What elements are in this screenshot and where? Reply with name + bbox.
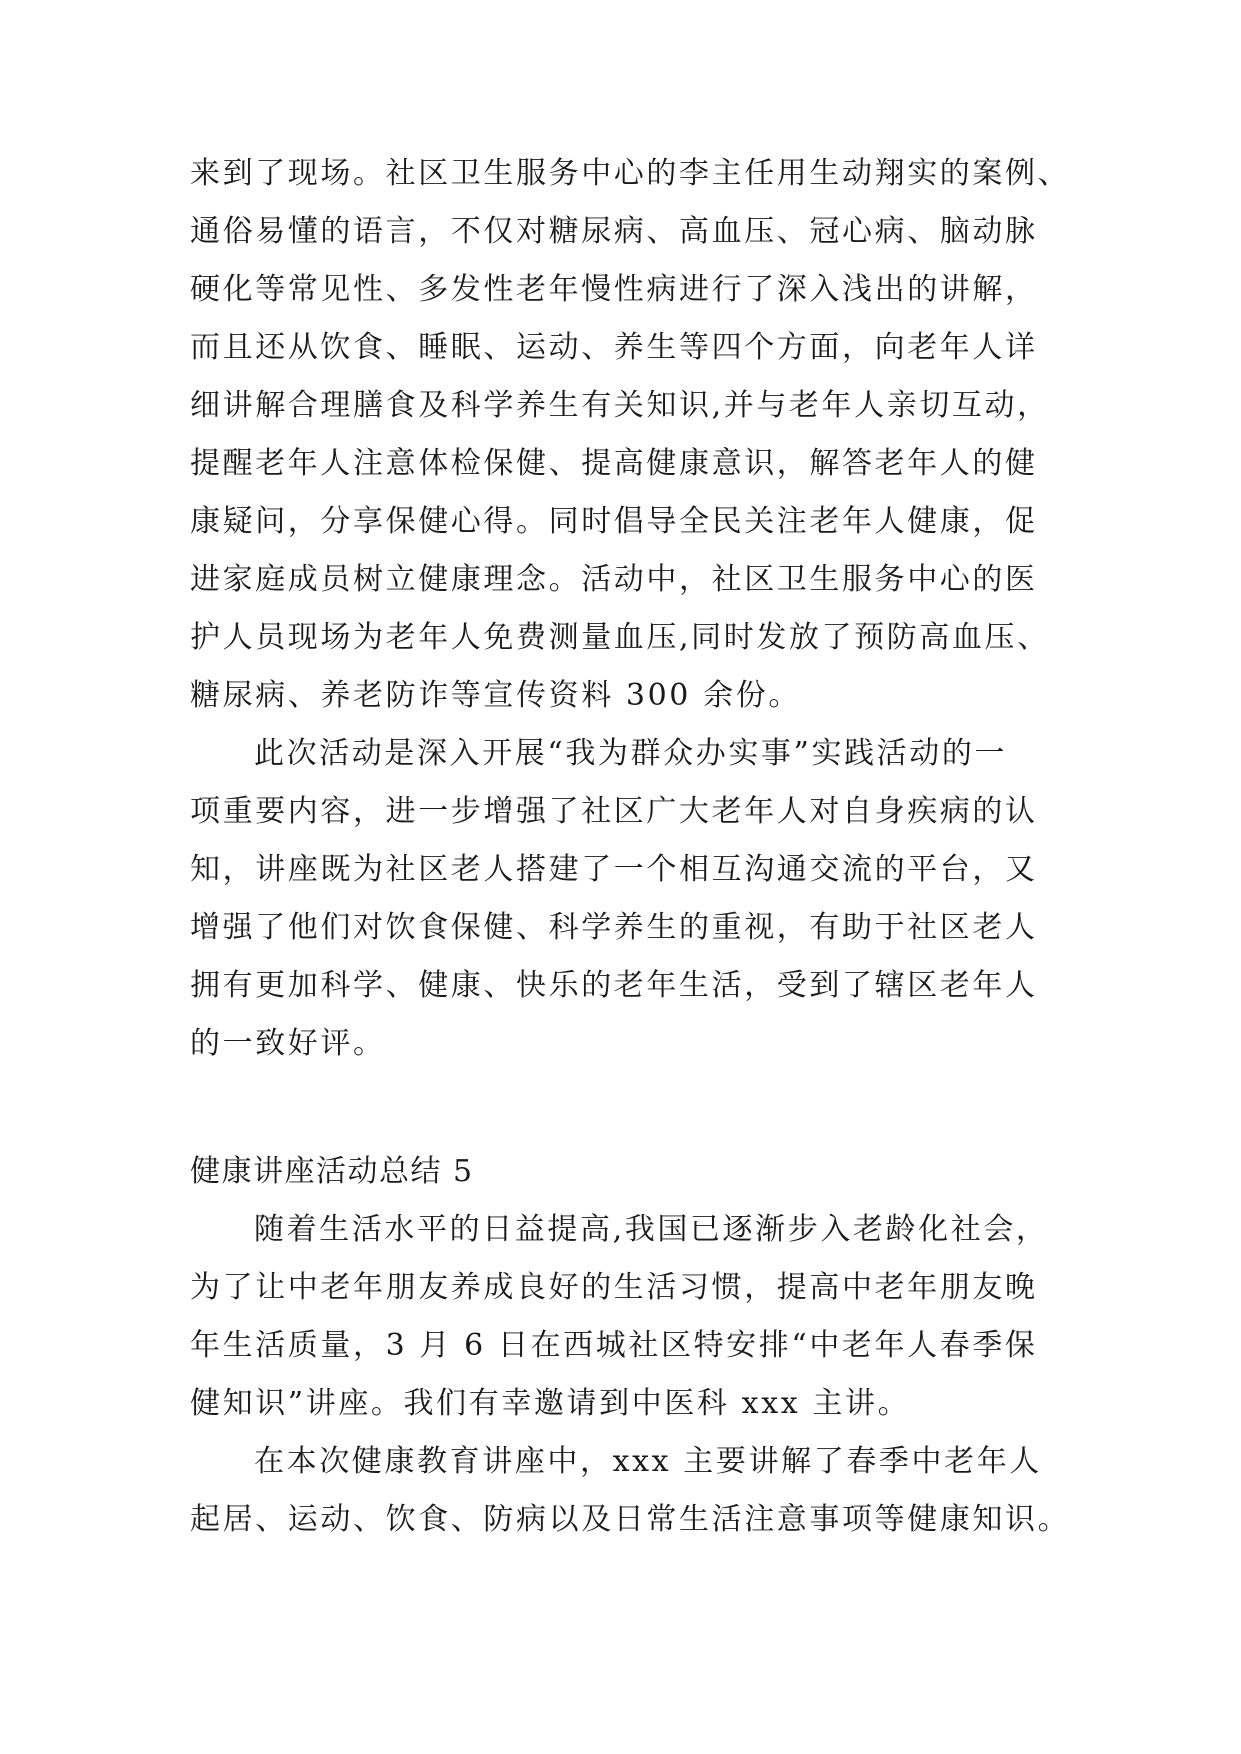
text-line: 起居、运动、饮食、防病以及日常生活注意事项等健康知识。 bbox=[190, 1502, 1071, 1537]
text-line: 进家庭成员树立健康理念。活动中，社区卫生服务中心的医 bbox=[190, 562, 1038, 597]
text-line: 项重要内容，进一步增强了社区广大老年人对自身疾病的认 bbox=[190, 794, 1038, 829]
text-line: 来到了现场。社区卫生服务中心的李主任用生动翔实的案例、 bbox=[190, 156, 1071, 191]
paragraph-lecture-content bbox=[190, 1433, 1090, 1549]
text-line: 硬化等常见性、多发性老年慢性病进行了深入浅出的讲解， bbox=[190, 272, 1038, 307]
text-line: 随着生活水平的日益提高,我国已逐渐步入老龄化社会， bbox=[254, 1212, 1049, 1247]
paragraph-activity-significance bbox=[190, 725, 1090, 1073]
text-line: 年生活质量，3 月 6 日在西城社区特安排“中老年人春季保 bbox=[190, 1328, 1038, 1363]
section-title: 健康讲座活动总结 5 bbox=[190, 1154, 474, 1189]
text-line: 增强了他们对饮食保健、科学养生的重视，有助于社区老人 bbox=[190, 910, 1038, 945]
text-line: 此次活动是深入开展“我为群众办实事”实践活动的一 bbox=[254, 736, 1008, 771]
text-line: 在本次健康教育讲座中，xxx 主要讲解了春季中老年人 bbox=[254, 1444, 1042, 1479]
text-line: 通俗易懂的语言，不仅对糖尿病、高血压、冠心病、脑动脉 bbox=[190, 214, 1038, 249]
text-line: 拥有更加科学、健康、快乐的老年生活，受到了辖区老年人 bbox=[190, 968, 1038, 1003]
text-line: 康疑问，分享保健心得。同时倡导全民关注老年人健康，促 bbox=[190, 504, 1038, 539]
text-line: 健知识”讲座。我们有幸邀请到中医科 xxx 主讲。 bbox=[190, 1386, 911, 1421]
text-line: 提醒老年人注意体检保健、提高健康意识，解答老年人的健 bbox=[190, 446, 1038, 481]
text-line: 护人员现场为老年人免费测量血压,同时发放了预防高血压、 bbox=[190, 620, 1050, 655]
text-line: 为了让中老年朋友养成良好的生活习惯，提高中老年朋友晚 bbox=[190, 1270, 1038, 1305]
text-line: 细讲解合理膳食及科学养生有关知识,并与老年人亲切互动， bbox=[190, 388, 1050, 423]
paragraph-lecture-intro bbox=[190, 1201, 1090, 1433]
text-line: 而且还从饮食、睡眠、运动、养生等四个方面，向老年人详 bbox=[190, 330, 1038, 365]
text-line: 糖尿病、养老防诈等宣传资料 300 余份。 bbox=[190, 678, 801, 713]
text-line: 知，讲座既为社区老人搭建了一个相互沟通交流的平台，又 bbox=[190, 852, 1038, 887]
text-line: 的一致好评。 bbox=[190, 1026, 386, 1061]
paragraph-continuation bbox=[190, 145, 1090, 725]
